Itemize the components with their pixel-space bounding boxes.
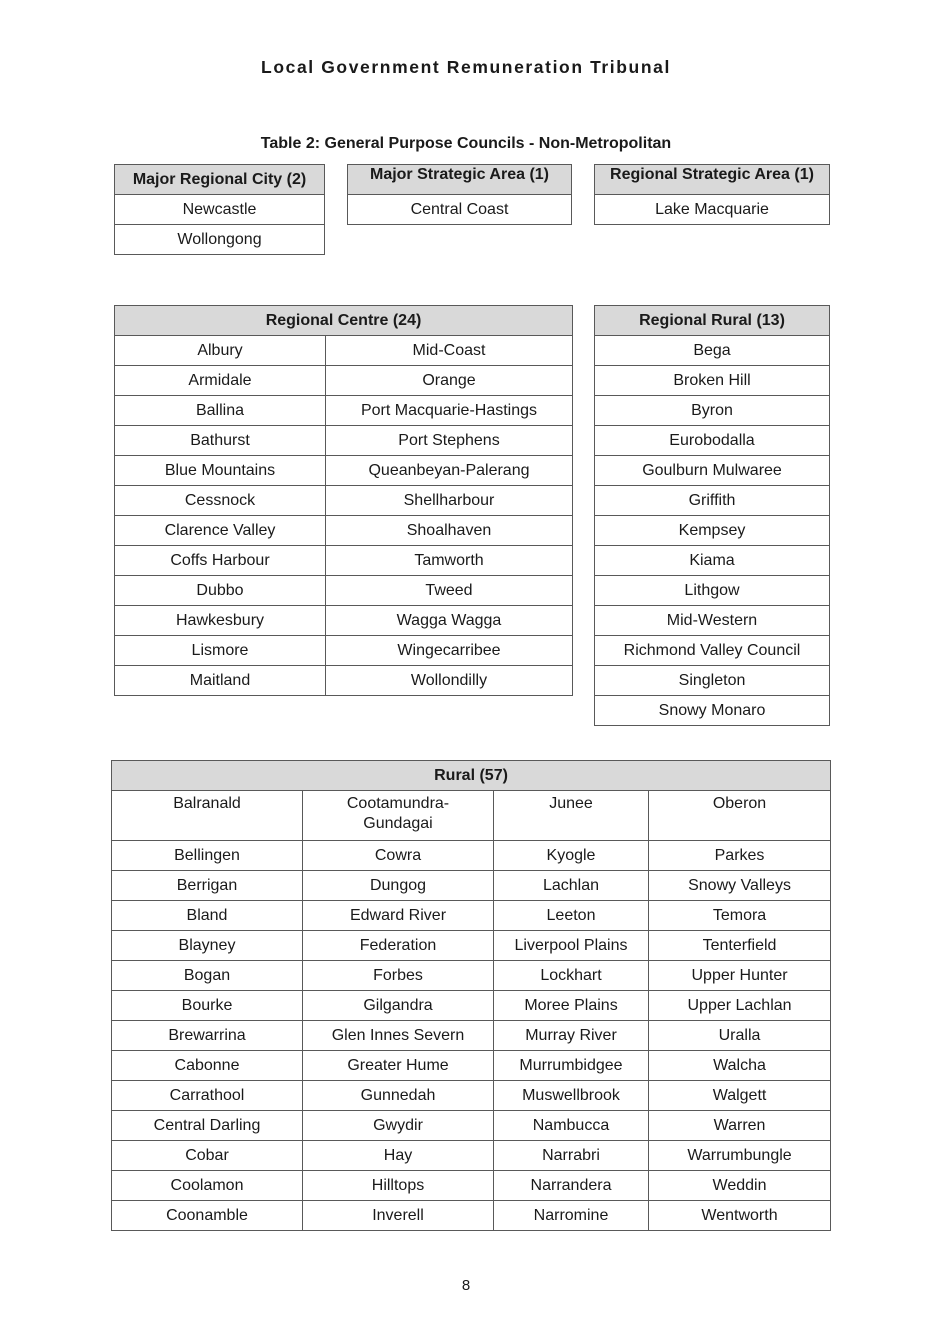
table-cell: Snowy Monaro <box>595 696 830 726</box>
table-cell: Forbes <box>303 961 494 991</box>
table-cell: Hawkesbury <box>115 606 326 636</box>
table-cell: Ballina <box>115 396 326 426</box>
table-cell: Kempsey <box>595 516 830 546</box>
table-cell: Tamworth <box>326 546 573 576</box>
table-cell: Muswellbrook <box>494 1081 649 1111</box>
table-cell: Griffith <box>595 486 830 516</box>
table-row <box>112 841 831 871</box>
table-heading: Regional Rural (13) <box>595 306 830 336</box>
table-row <box>115 396 573 426</box>
table-cell: Lake Macquarie <box>595 195 830 225</box>
table-cell: Wagga Wagga <box>326 606 573 636</box>
table-cell: Gunnedah <box>303 1081 494 1111</box>
table-cell: Snowy Valleys <box>649 871 831 901</box>
table-cell: Moree Plains <box>494 991 649 1021</box>
table-cell: Cessnock <box>115 486 326 516</box>
table-cell: Narromine <box>494 1201 649 1231</box>
table-cell: Murray River <box>494 1021 649 1051</box>
table-row <box>112 991 831 1021</box>
table-cell: Uralla <box>649 1021 831 1051</box>
table-cell: Hilltops <box>303 1171 494 1201</box>
table-heading: Major Strategic Area (1) <box>348 165 572 195</box>
table-cell: Coolamon <box>112 1171 303 1201</box>
table-row <box>112 1111 831 1141</box>
table-row <box>112 871 831 901</box>
table-cell: Edward River <box>303 901 494 931</box>
table-cell: Kyogle <box>494 841 649 871</box>
table-row <box>115 576 573 606</box>
table-row <box>115 336 573 366</box>
table-cell: Central Darling <box>112 1111 303 1141</box>
table-caption: Table 2: General Purpose Councils - Non-Metropolitan <box>260 135 672 152</box>
table-row <box>115 486 573 516</box>
table-cell: Bourke <box>112 991 303 1021</box>
table-cell: Murrumbidgee <box>494 1051 649 1081</box>
table-cell: Cowra <box>303 841 494 871</box>
table-row <box>115 516 573 546</box>
table-row <box>115 546 573 576</box>
table-cell: Balranald <box>112 791 303 841</box>
table-cell: Parkes <box>649 841 831 871</box>
table-cell: Greater Hume <box>303 1051 494 1081</box>
table-cell: Tenterfield <box>649 931 831 961</box>
table-cell: Maitland <box>115 666 326 696</box>
table-cell: Blayney <box>112 931 303 961</box>
table-cell: Narrandera <box>494 1171 649 1201</box>
table-cell: Lismore <box>115 636 326 666</box>
table-cell: Cootamundra-Gundagai <box>303 791 494 841</box>
table-cell: Byron <box>595 396 830 426</box>
page-header: Local Government Remuneration Tribunal <box>261 57 671 77</box>
table-cell: Bland <box>112 901 303 931</box>
table-cell: Bathurst <box>115 426 326 456</box>
rural-table <box>111 760 831 1231</box>
table-row <box>112 1201 831 1231</box>
table-cell: Bellingen <box>112 841 303 871</box>
table-row <box>112 1171 831 1201</box>
table-row <box>112 901 831 931</box>
table-cell: Wentworth <box>649 1201 831 1231</box>
table-cell: Blue Mountains <box>115 456 326 486</box>
table-row <box>112 961 831 991</box>
table-cell: Wollondilly <box>326 666 573 696</box>
table-cell: Upper Hunter <box>649 961 831 991</box>
table-cell: Cabonne <box>112 1051 303 1081</box>
table-cell: Lithgow <box>595 576 830 606</box>
regional-strategic-area-table <box>594 164 830 225</box>
table-cell: Inverell <box>303 1201 494 1231</box>
table-cell: Queanbeyan-Palerang <box>326 456 573 486</box>
table-cell: Clarence Valley <box>115 516 326 546</box>
table-cell: Walcha <box>649 1051 831 1081</box>
table-cell: Richmond Valley Council <box>595 636 830 666</box>
table-cell: Central Coast <box>348 195 572 225</box>
table-cell: Temora <box>649 901 831 931</box>
table-cell: Walgett <box>649 1081 831 1111</box>
table-cell: Orange <box>326 366 573 396</box>
table-cell: Nambucca <box>494 1111 649 1141</box>
table-row <box>115 426 573 456</box>
table-cell: Brewarrina <box>112 1021 303 1051</box>
table-cell: Eurobodalla <box>595 426 830 456</box>
table-cell: Dubbo <box>115 576 326 606</box>
table-cell: Cobar <box>112 1141 303 1171</box>
table-row <box>112 791 831 841</box>
table-heading: Major Regional City (2) <box>115 165 325 195</box>
table-cell: Federation <box>303 931 494 961</box>
table-cell: Coffs Harbour <box>115 546 326 576</box>
table-cell: Mid-Coast <box>326 336 573 366</box>
table-heading: Rural (57) <box>112 761 831 791</box>
table-cell: Kiama <box>595 546 830 576</box>
table-cell: Albury <box>115 336 326 366</box>
table-row <box>112 931 831 961</box>
table-cell: Broken Hill <box>595 366 830 396</box>
table-cell: Tweed <box>326 576 573 606</box>
table-cell: Wingecarribee <box>326 636 573 666</box>
table-cell: Hay <box>303 1141 494 1171</box>
table-cell: Junee <box>494 791 649 841</box>
table-cell: Port Stephens <box>326 426 573 456</box>
table-cell: Warrumbungle <box>649 1141 831 1171</box>
table-cell: Armidale <box>115 366 326 396</box>
table-cell: Weddin <box>649 1171 831 1201</box>
table-cell: Carrathool <box>112 1081 303 1111</box>
table-cell: Singleton <box>595 666 830 696</box>
table-cell: Port Macquarie-Hastings <box>326 396 573 426</box>
table-row <box>112 1051 831 1081</box>
table-cell: Narrabri <box>494 1141 649 1171</box>
table-row <box>112 1081 831 1111</box>
table-row <box>112 1021 831 1051</box>
table-cell: Gilgandra <box>303 991 494 1021</box>
table-cell: Newcastle <box>115 195 325 225</box>
table-cell: Bogan <box>112 961 303 991</box>
table-cell: Warren <box>649 1111 831 1141</box>
table-row <box>115 606 573 636</box>
table-cell: Goulburn Mulwaree <box>595 456 830 486</box>
major-regional-city-table <box>114 164 325 255</box>
regional-rural-table <box>594 305 830 726</box>
table-row <box>115 366 573 396</box>
page-number: 8 <box>461 1277 471 1294</box>
table-cell: Liverpool Plains <box>494 931 649 961</box>
table-row <box>115 666 573 696</box>
major-strategic-area-table <box>347 164 572 225</box>
table-cell: Upper Lachlan <box>649 991 831 1021</box>
table-cell: Gwydir <box>303 1111 494 1141</box>
table-cell: Bega <box>595 336 830 366</box>
table-row <box>112 1141 831 1171</box>
table-cell: Wollongong <box>115 225 325 255</box>
table-heading: Regional Strategic Area (1) <box>595 165 830 195</box>
table-cell: Oberon <box>649 791 831 841</box>
table-cell: Coonamble <box>112 1201 303 1231</box>
table-cell: Berrigan <box>112 871 303 901</box>
table-cell: Shellharbour <box>326 486 573 516</box>
table-cell: Dungog <box>303 871 494 901</box>
table-cell: Shoalhaven <box>326 516 573 546</box>
table-cell: Mid-Western <box>595 606 830 636</box>
table-cell: Lachlan <box>494 871 649 901</box>
table-heading: Regional Centre (24) <box>115 306 573 336</box>
regional-centre-table <box>114 305 573 696</box>
table-cell: Leeton <box>494 901 649 931</box>
table-cell: Glen Innes Severn <box>303 1021 494 1051</box>
table-cell: Lockhart <box>494 961 649 991</box>
table-row <box>115 456 573 486</box>
table-row <box>115 636 573 666</box>
